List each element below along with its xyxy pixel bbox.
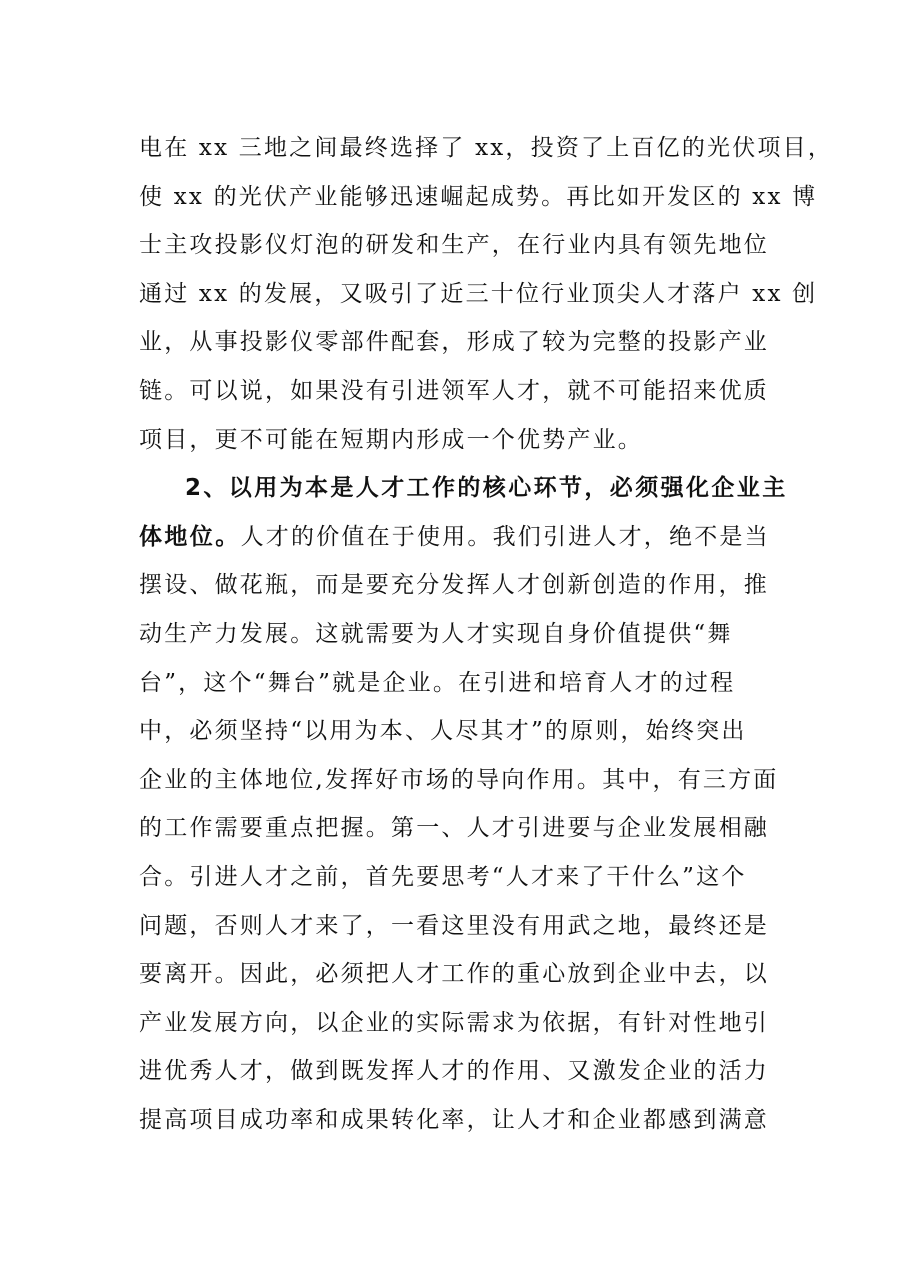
paragraph-1-line-5: 业，从事投影仪零部件配套，形成了较为完整的投影产业 [139, 329, 769, 356]
paragraph-1-line-2: 使 xx 的光伏产业能够迅速崛起成势。再比如开发区的 xx 博 [139, 183, 818, 210]
paragraph-2-line-1 [139, 513, 779, 562]
paragraph-1-line-3: 士主攻投影仪灯泡的研发和生产，在行业内具有领先地位 [139, 232, 769, 259]
section-heading-line-1: 2、以用为本是人才工作的核心环节，必须强化企业主 [185, 475, 788, 502]
paragraph-1-line-1: 电在 xx 三地之间最终选择了 xx，投资了上百亿的光伏项目， [139, 135, 834, 161]
paragraph-2-line-13: 提高项目成功率和成果转化率，让人才和企业都感到满意 [139, 1106, 769, 1133]
paragraph-1-line-4: 通过 xx 的发展，又吸引了近三十位行业顶尖人才落户 xx 创 [139, 280, 818, 307]
paragraph-1-line-6: 链。可以说，如果没有引进领军人才，就不可能招来优质 [139, 377, 769, 404]
document-body [139, 124, 834, 1144]
paragraph-2-line-7: 的工作需要重点把握。第一、人才引进要与企业发展相融 [139, 815, 769, 842]
paragraph-2-line-5: 中，必须坚持“以用为本、人尽其才”的原则，始终突出 [139, 718, 747, 745]
paragraph-2-line-1-text: 人才的价值在于使用。我们引进人才，绝不是当 [240, 523, 770, 550]
paragraph-2-line-10: 要离开。因此，必须把人才工作的重心放到企业中去，以 [139, 961, 769, 988]
paragraph-2-line-3: 动生产力发展。这就需要为人才实现自身价值提供“舞 [139, 620, 733, 647]
paragraph-2-line-11: 产业发展方向，以企业的实际需求为依据，有针对性地引 [139, 1009, 769, 1036]
paragraph-2-line-12: 进优秀人才，做到既发挥人才的作用、又激发企业的活力 [139, 1058, 769, 1085]
paragraph-2-line-2: 摆设、做花瓶，而是要充分发挥人才创新创造的作用，推 [139, 572, 769, 599]
paragraph-2-line-8: 合。引进人才之前，首先要思考“人才来了干什么”这个 [139, 863, 747, 890]
paragraph-1-line-7: 项目，更不可能在短期内形成一个优势产业。 [139, 426, 643, 453]
paragraph-2-line-9: 问题，否则人才来了，一看这里没有用武之地，最终还是 [139, 912, 769, 939]
paragraph-2-line-6: 企业的主体地位,发挥好市场的导向作用。其中，有三方面 [139, 766, 779, 793]
paragraph-2-line-4: 台”，这个“舞台”就是企业。在引进和培育人才的过程 [139, 669, 736, 696]
section-heading-line-2: 体地位。 [139, 523, 241, 550]
